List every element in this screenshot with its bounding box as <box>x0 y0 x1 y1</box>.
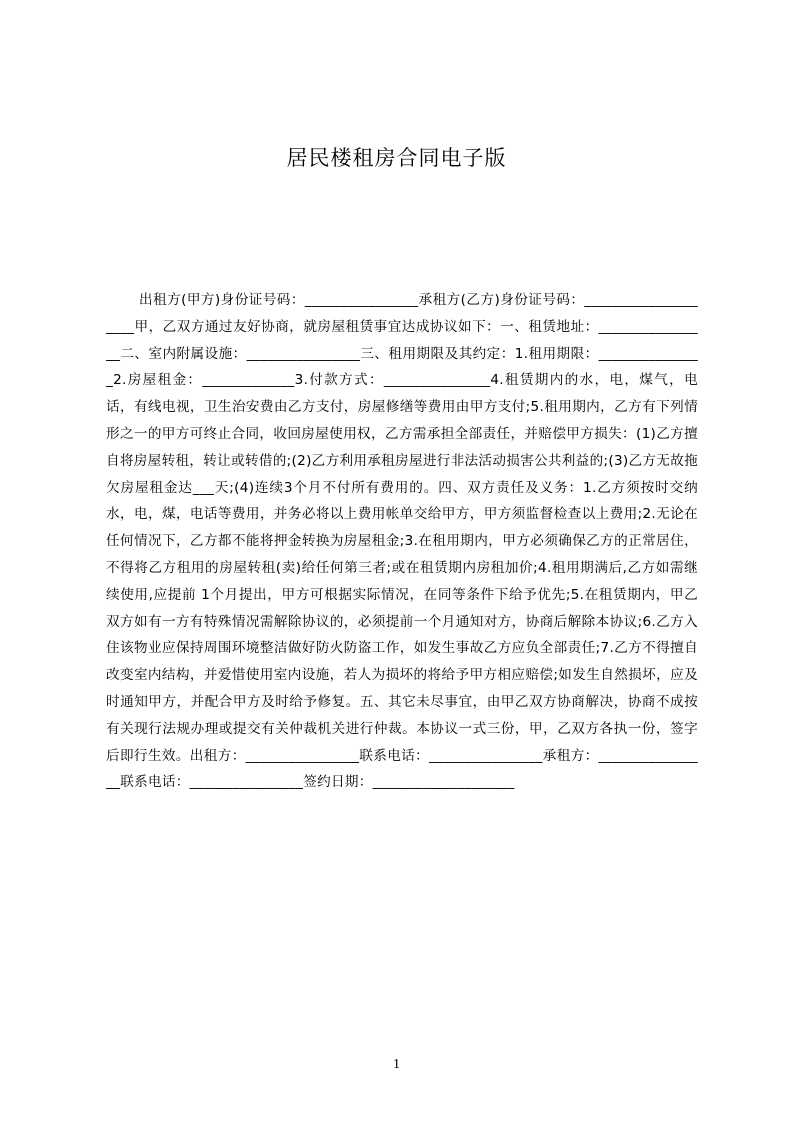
page-number: 1 <box>393 1057 400 1072</box>
contract-body-text: 出租方(甲方)身份证号码：________________承租方(乙方)身份证号码：____________________甲，乙双方通过友好协商，就房屋租赁事宜达成协议如下：一、租赁地址：________________二、室内附属设施：________________三、租用期限及其约定：1.租用期限：_______________2.房屋租金：_____________3.付款方式：_______________4.租赁期内的水，电，煤气，电话，有线电视，卫生治安费由乙方支付，房屋修缮等费用由甲方支付;5.租用期内，乙方有下列情形之一的甲方可终止合同，收回房屋使用权，乙方需承担全部责任，并赔偿甲方损失：(1)乙方擅自将房屋转租，转让或转借的;(2)乙方利用承租房屋进行非法活动损害公共利益的;(3)乙方无故拖欠房屋租金达___天;(4)连续3个月不付所有费用的。四、双方责任及义务：1.乙方须按时交纳水，电，煤，电话等费用，并务必将以上费用帐单交给甲方，甲方须监督检查以上费用;2.无论在任何情况下，乙方都不能将押金转换为房屋租金;3.在租用期内，甲方必须确保乙方的正常居住，不得将乙方租用的房屋转租(卖)给任何第三者;或在租赁期内房租加价;4.租用期满后,乙方如需继续使用,应提前 1个月提出，甲方可根据实际情况，在同等条件下给予优先;5.在租赁期内，甲乙双方如有一方有特殊情况需解除协议的，必须提前一个月通知对方，协商后解除本协议;6.乙方入住该物业应保持周围环境整洁做好防火防盗工作，如发生事故乙方应负全部责任;7.乙方不得擅自改变室内结构，并爱惜使用室内设施，若人为损坏的将给予甲方相应赔偿;如发生自然损坏，应及时通知甲方，并配合甲方及时给予修复。五、其它未尽事宜，由甲乙双方协商解决，协商不成按有关现行法规办理或提交有关仲裁机关进行仲裁。本协议一式三份，甲，乙双方各执一份，签字后即行生效。出租方：________________联系电话：________________承租方：________________联系电话：________________签约日期：____________________ <box>106 292 698 791</box>
document-title: 居民楼租房合同电子版 <box>286 146 507 170</box>
